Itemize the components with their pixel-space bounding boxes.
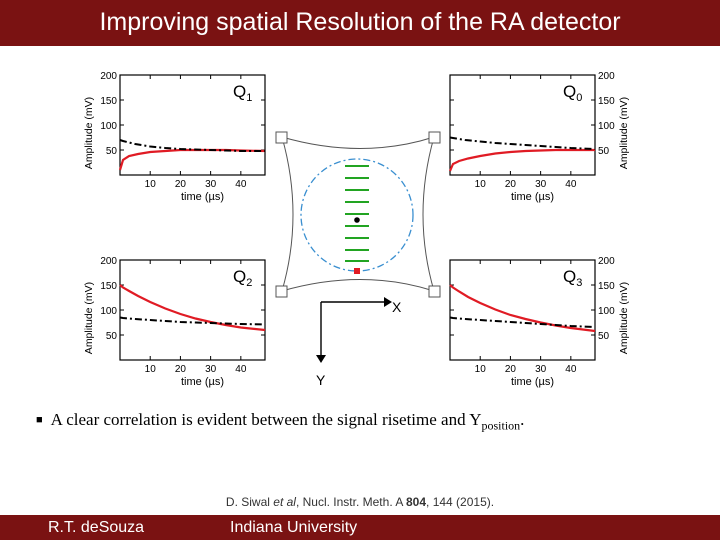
y-tick-label: 50	[105, 331, 117, 342]
y-axis-label: Amplitude (mV)	[83, 96, 95, 170]
y-tick-label: 150	[100, 96, 117, 107]
citation-volume: 804	[406, 495, 427, 509]
bullet-suffix: .	[520, 410, 525, 429]
title-bar	[0, 0, 720, 46]
x-tick-label: 10	[474, 364, 486, 375]
y-tick-label: 50	[598, 331, 610, 342]
citation-etal: et al	[273, 495, 296, 509]
y-tick-label: 150	[598, 281, 615, 292]
y-tick-label: 200	[100, 256, 117, 267]
y-axis-label: Amplitude (mV)	[618, 281, 630, 355]
corner-pad-q1	[276, 132, 287, 143]
signal-panels	[83, 71, 630, 388]
y-tick-label: 50	[105, 146, 117, 157]
source-position-marker	[354, 268, 360, 274]
x-tick-label: 30	[205, 179, 217, 190]
y-tick-label: 150	[100, 281, 117, 292]
x-axis-arrowhead	[384, 297, 392, 307]
y-tick-label: 50	[598, 146, 610, 157]
y-axis-label: Amplitude (mV)	[618, 96, 630, 170]
corner-pad-q3	[429, 286, 440, 297]
bullet-marker: ■	[36, 414, 43, 426]
panel-label-subscript: 0	[576, 92, 583, 104]
y-axis-label: Amplitude (mV)	[83, 281, 95, 355]
footer-institution: Indiana University	[230, 519, 358, 536]
y-tick-label: 200	[100, 71, 117, 82]
x-tick-label: 30	[205, 364, 217, 375]
bullet-subscript: position	[481, 418, 521, 433]
source-position-dot	[354, 217, 360, 223]
panel-label-subscript: 1	[246, 92, 253, 104]
y-axis-arrowhead	[316, 355, 326, 363]
bullet-text: A clear correlation is evident between the signal risetime and Y	[50, 410, 482, 429]
x-tick-label: 40	[235, 364, 247, 375]
y-tick-label: 150	[598, 96, 615, 107]
y-tick-label: 200	[598, 71, 615, 82]
x-tick-label: 20	[174, 179, 186, 190]
x-axis-label: time (µs)	[180, 376, 225, 388]
x-tick-label: 10	[474, 179, 486, 190]
panel-label-subscript: 2	[246, 277, 253, 289]
x-tick-label: 10	[144, 364, 156, 375]
x-tick-label: 20	[504, 364, 516, 375]
x-tick-label: 40	[565, 364, 577, 375]
panel-label: $Q_2$	[233, 267, 253, 289]
signal-panel-q2	[83, 256, 265, 388]
citation-journal: , Nucl. Instr. Meth. A	[295, 495, 406, 509]
bullet-point	[36, 410, 716, 433]
corner-pad-q0	[429, 132, 440, 143]
signal-panel-q1	[83, 71, 265, 203]
y-tick-label: 100	[100, 121, 117, 132]
position-strips	[345, 166, 369, 261]
panel-label: $Q_3$	[563, 267, 583, 289]
x-tick-label: 20	[174, 364, 186, 375]
page-title: Improving spatial Resolution of the RA detector	[99, 8, 621, 36]
panel-label: $Q_1$	[233, 82, 253, 104]
x-tick-label: 20	[504, 179, 516, 190]
x-tick-label: 10	[144, 179, 156, 190]
signal-panel-q0	[450, 71, 630, 203]
citation	[0, 495, 720, 509]
figure-svg	[0, 50, 720, 400]
x-tick-label: 40	[565, 179, 577, 190]
detector-schematic	[276, 132, 440, 388]
panel-label-subscript: 3	[576, 277, 583, 289]
y-tick-label: 100	[598, 306, 615, 317]
x-axis-label: time (µs)	[180, 191, 225, 203]
figure	[0, 50, 720, 400]
citation-suffix: , 144 (2015).	[426, 495, 495, 509]
x-axis-label: X	[392, 299, 402, 315]
y-tick-label: 100	[100, 306, 117, 317]
footer-author: R.T. deSouza	[48, 519, 145, 536]
y-tick-label: 100	[598, 121, 615, 132]
signal-panel-q3	[450, 256, 630, 388]
x-axis-label: time (µs)	[510, 191, 555, 203]
x-tick-label: 30	[535, 364, 547, 375]
footer-bar	[0, 515, 720, 540]
y-axis-label: Y	[316, 372, 326, 388]
corner-pad-q2	[276, 286, 287, 297]
y-tick-label: 200	[598, 256, 615, 267]
x-axis-label: time (µs)	[510, 376, 555, 388]
x-tick-label: 30	[535, 179, 547, 190]
x-tick-label: 40	[235, 179, 247, 190]
panel-label: $Q_0$	[563, 82, 583, 104]
citation-prefix: D. Siwal	[225, 495, 274, 509]
